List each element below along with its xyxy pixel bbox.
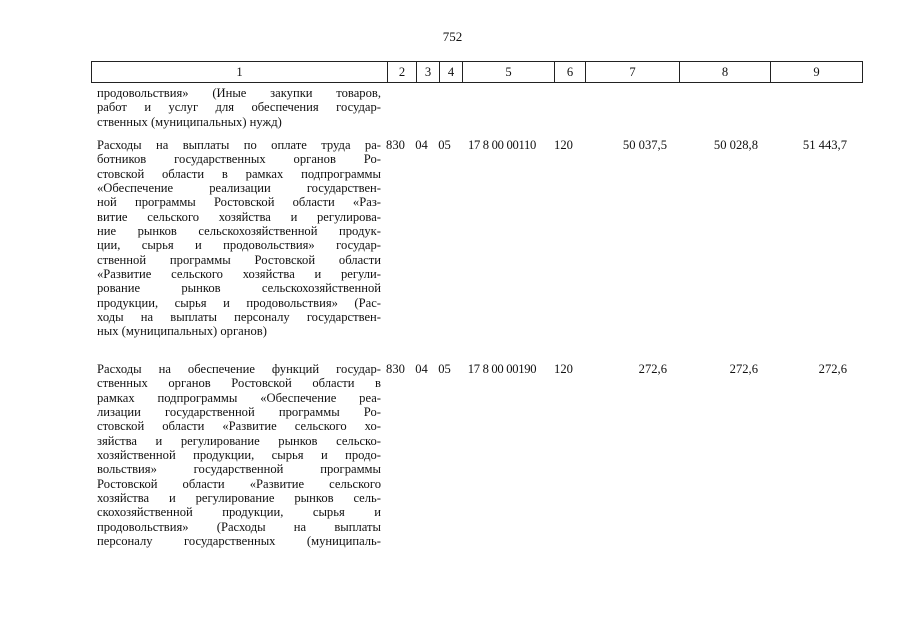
header-col-5: 5 [463, 62, 555, 82]
header-col-2: 2 [388, 62, 417, 82]
header-col-3: 3 [417, 62, 440, 82]
description-line: витие сельского хозяйства и регулирова- [97, 209, 381, 224]
description-line: рование рынков сельскохозяйственной [97, 281, 381, 296]
subsection-code [433, 86, 456, 129]
amount-col-9 [764, 86, 853, 129]
subsection-code: 05 [438, 138, 451, 152]
amount-col-7: 272,6 [638, 362, 667, 376]
expense-type-code: 120 [554, 362, 573, 376]
description-line: продовольствия» (Расходы на выплаты [97, 519, 381, 534]
target-item-code: 17 8 00 00190 [467, 362, 537, 376]
description-line: продовольствия» (Иные закупки товаров, [97, 86, 381, 100]
table-header [91, 61, 863, 83]
header-col-8: 8 [680, 62, 771, 82]
ministry-code: 830 [386, 138, 405, 152]
description-line: хозяйства и регулирование рынков сель- [97, 491, 381, 506]
amount-col-8: 50 028,8 [713, 138, 758, 152]
description-line: Ростовской области «Развитие сельского [97, 476, 381, 491]
description-line: ции, сырья и продовольствия» государ- [97, 238, 381, 253]
amount-col-7 [579, 86, 673, 129]
description-line: хозяйственной продукции, сырья и продо- [97, 448, 381, 463]
row-description [91, 138, 381, 339]
amount-col-9: 272,6 [818, 362, 847, 376]
table-row [91, 86, 863, 129]
description-line: скохозяйственной продукции, сырья и [97, 505, 381, 520]
page-number: 752 [442, 29, 463, 44]
description-line: ходы на выплаты персоналу государствен- [97, 310, 381, 325]
table-row [91, 362, 863, 548]
description-line: ственной программы Ростовской области [97, 252, 381, 267]
description-line: лизации государственной программы Ро- [97, 405, 381, 420]
ministry-code: 830 [386, 362, 405, 376]
ministry-code [381, 86, 410, 129]
description-line: стовской области «Развитие сельского хо- [97, 419, 381, 434]
description-line: ной программы Ростовской области «Раз- [97, 195, 381, 210]
amount-col-7: 50 037,5 [622, 138, 667, 152]
table-row [91, 138, 863, 339]
description-line: рамках подпрограммы «Обеспечение реа- [97, 390, 381, 405]
description-line: ных (муниципальных) органов) [97, 324, 267, 339]
description-line: стовской области в рамках подпрограммы [97, 166, 381, 181]
section-code [410, 86, 433, 129]
description-line: ние рынков сельскохозяйственной продук- [97, 224, 381, 239]
expense-type-code [548, 86, 579, 129]
section-code: 04 [415, 138, 428, 152]
row-description [91, 362, 381, 548]
description-line: «Развитие сельского хозяйства и регули- [97, 267, 381, 282]
description-line: продукции, сырья и продовольствия» (Рас- [97, 295, 381, 310]
description-line: ботников государственных органов Ро- [97, 152, 381, 167]
header-col-4: 4 [440, 62, 463, 82]
header-col-6: 6 [555, 62, 586, 82]
description-line: ственных (муниципальных) нужд) [97, 114, 282, 129]
target-item-code [456, 86, 548, 129]
target-item-code: 17 8 00 00110 [467, 138, 537, 152]
description-line: Расходы на обеспечение функций государ- [97, 362, 381, 376]
amount-col-8 [673, 86, 764, 129]
row-description [91, 86, 381, 129]
description-line: персоналу государственных (муниципаль- [97, 534, 381, 549]
description-line: вольствия» государственной программы [97, 462, 381, 477]
header-col-9: 9 [813, 65, 820, 79]
subsection-code: 05 [438, 362, 451, 376]
description-line: «Обеспечение реализации государствен- [97, 181, 381, 196]
amount-col-9: 51 443,7 [802, 138, 847, 152]
header-col-7: 7 [586, 62, 680, 82]
expense-type-code: 120 [554, 138, 573, 152]
description-line: Расходы на выплаты по оплате труда ра- [97, 138, 381, 152]
header-col-1: 1 [92, 62, 388, 82]
description-line: ственных органов Ростовской области в [97, 376, 381, 391]
section-code: 04 [415, 362, 428, 376]
amount-col-8: 272,6 [729, 362, 758, 376]
description-line: работ и услуг для обеспечения государ- [97, 100, 381, 115]
description-line: зяйства и регулирование рынков сельско- [97, 433, 381, 448]
